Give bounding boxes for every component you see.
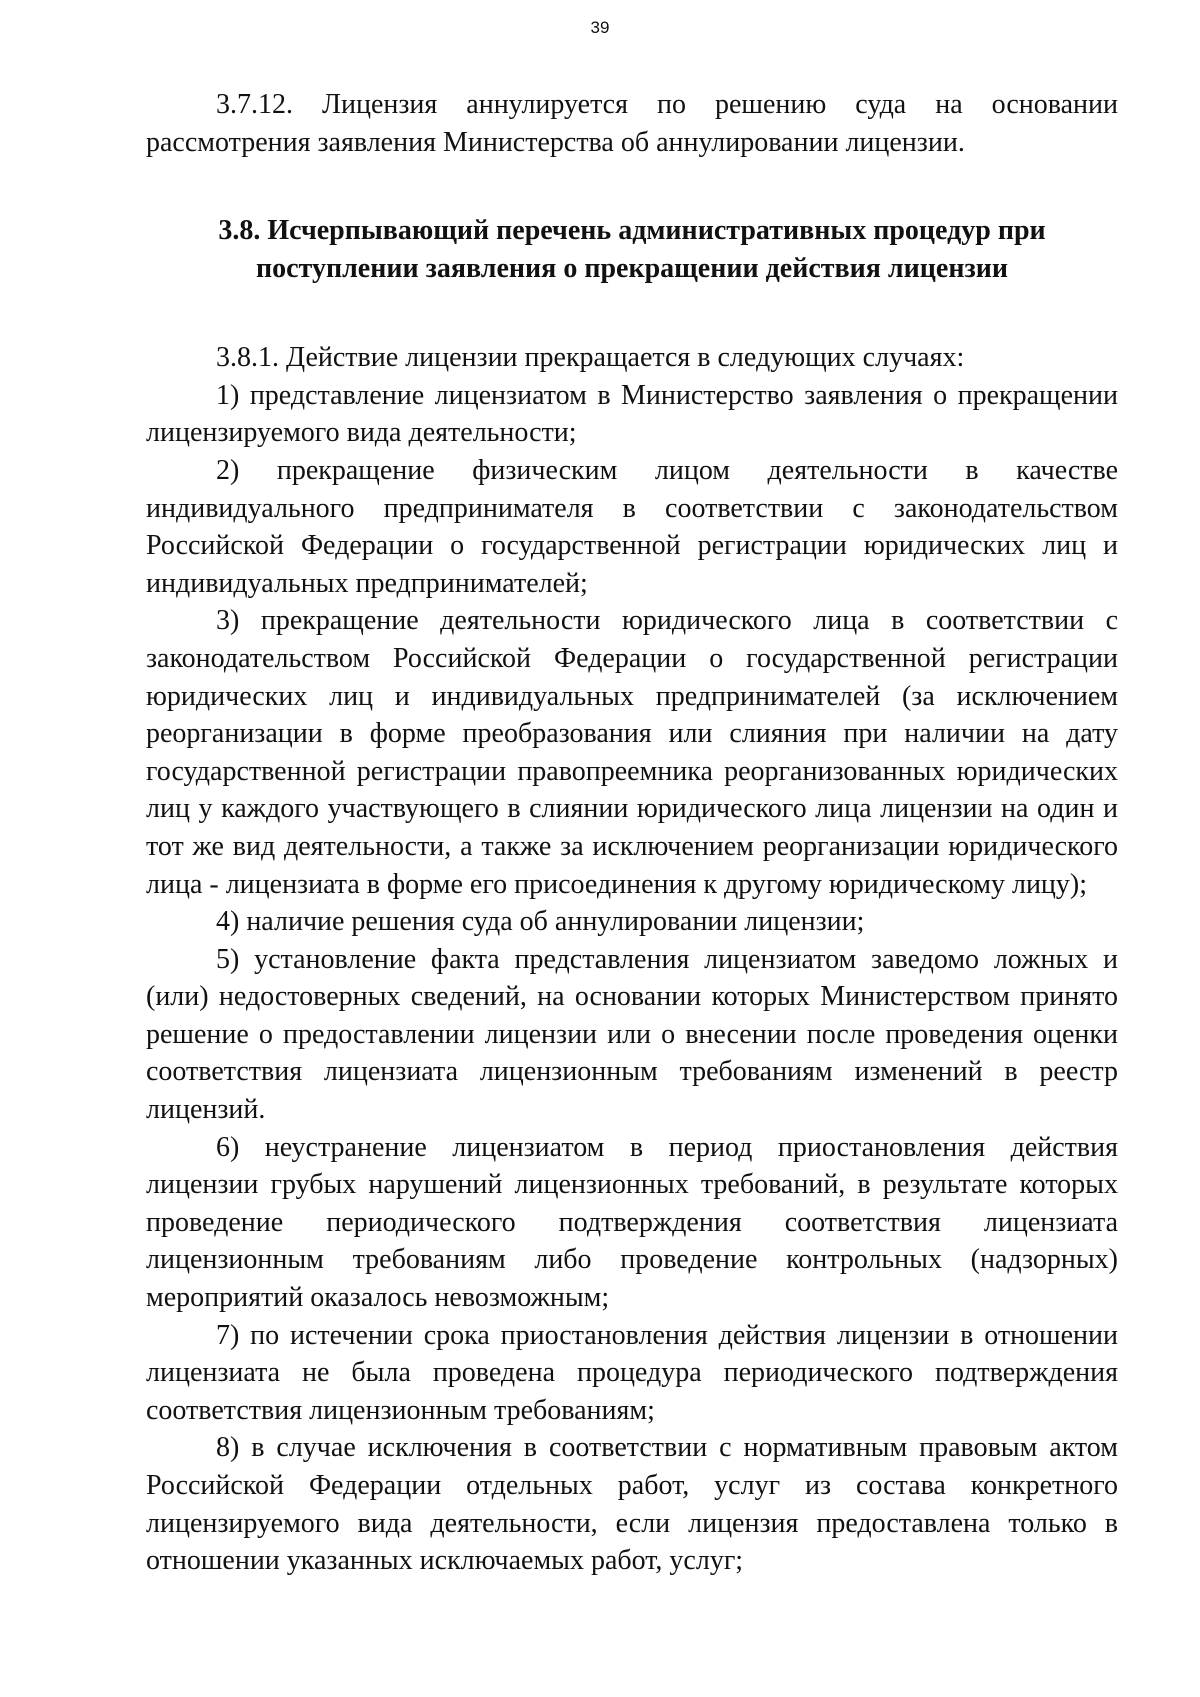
paragraph-3-7-12: 3.7.12. Лицензия аннулируется по решению суда на основании рассмотрения заявления Министерства об аннулировании лицензии. xyxy=(146,89,1118,158)
page-number: 39 xyxy=(590,18,610,37)
list-item-6: 6) неустранение лицензиатом в период приостановления действия лицензии грубых нарушений лицензионных требований, в результате которых проведение периодического подтверждения соответствия лицензиата лицензионным требованиям либо проведение контрольных (надзорных) мероприятий оказалось невозможным; xyxy=(146,1131,1118,1314)
list-item-4: 4) наличие решения суда об аннулировании лицензии; xyxy=(216,906,865,938)
list-item-8: 8) в случае исключения в соответствии с нормативным правовым актом Российской Федерации отдельных работ, услуг из состава конкретного лицензируемого вида деятельности, если лицензия предоставлена только в отношении указанных исключаемых работ, услуг; xyxy=(146,1432,1118,1577)
list-item-1: 1) представление лицензиатом в Министерство заявления о прекращении лицензируемого вида деятельности; xyxy=(146,379,1118,449)
list-item-5: 5) установление факта представления лицензиатом заведомо ложных и (или) недостоверных сведений, на основании которых Министерством принято решение о предоставлении лицензии или о внесении после проведения оценки соответствия лицензиата лицензионным требованиям изменений в реестр лицензий. xyxy=(146,943,1118,1126)
section-heading-3-8 xyxy=(146,212,1118,288)
section-heading-line-2: поступлении заявления о прекращении действия лицензии xyxy=(256,253,1008,285)
paragraph-3-8-1: 3.8.1. Действие лицензии прекращается в следующих случаях: xyxy=(216,342,965,374)
list-item-3: 3) прекращение деятельности юридического лица в соответствии с законодательством Российской Федерации о государственной регистрации юридических лиц и индивидуальных предпринимателей (за исключением реорганизации в форме преобразования или слияния при наличии на дату государственной регистрации правопреемника реорганизованных юридических лиц у каждого участвующего в слиянии юридического лица лицензии на один и тот же вид деятельности, а также за исключением реорганизации юридического лица - лицензиата в форме его присоединения к другому юридическому лицу); xyxy=(146,605,1118,900)
list-item-2: 2) прекращение физическим лицом деятельности в качестве индивидуального предпринимателя в соответствии с законодательством Российской Федерации о государственной регистрации юридических лиц и индивидуальных предпринимателей; xyxy=(146,454,1118,599)
section-heading-line-1: 3.8. Исчерпывающий перечень административных процедур при xyxy=(218,215,1046,247)
document-body xyxy=(146,86,1118,1580)
list-item-7: 7) по истечении срока приостановления действия лицензии в отношении лицензиата не была проведена процедура периодического подтверждения соответствия лицензионным требованиям; xyxy=(146,1319,1118,1426)
